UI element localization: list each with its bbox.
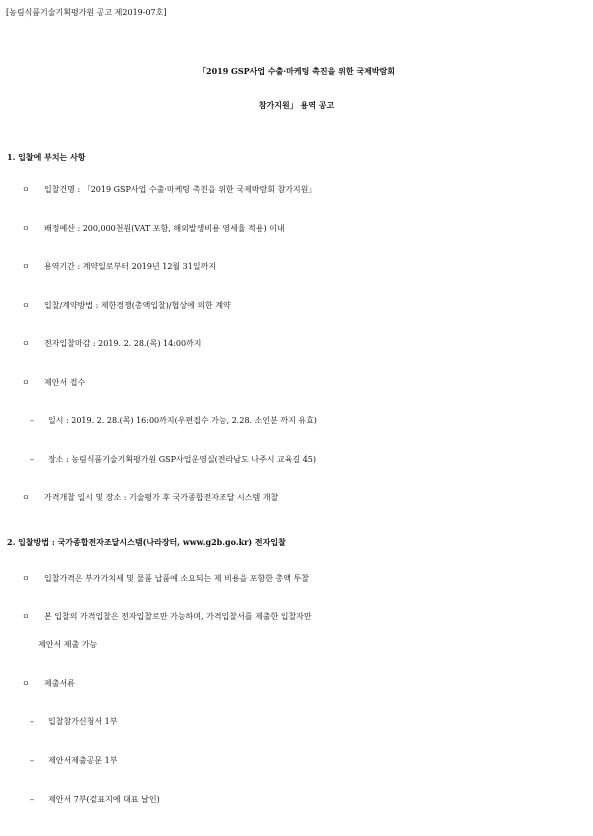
bullet-icon: ㅇ [22,679,30,688]
page-title-line-1: 「2019 GSP사업 수출·마케팅 촉진을 위한 국제박람회 [198,66,395,76]
list-item-budget [22,220,593,238]
list-item-period [22,258,593,276]
page-title-line-2: 참가지원」 용역 공고 [258,100,335,110]
bullet-icon: ㅇ [22,612,30,621]
list-item-text: 용역기간 : 계약일로부터 2019년 12월 31일까지 [44,262,217,271]
list-item-text: 배정예산 : 200,000천원(VAT 포함, 해외발생비용 영세율 적용) 이내 [44,224,285,233]
bullet-icon: ㅇ [22,574,30,583]
list-item-deadline [22,335,593,353]
list-item-text: 가격개찰 일시 및 장소 : 기술평가 후 국가종합전자조달 시스템 개찰 [44,493,279,502]
notice-number: [농림식품기술기획평가원 공고 제2019-07호] [6,8,167,17]
sub-item-text: 제안서제출공문 1부 [48,756,118,765]
list-item-text: 입찰건명 : 「2019 GSP사업 수출·마케팅 촉진을 위한 국제박람회 참가지원」 [44,185,317,194]
sub-item-doc-2 [30,752,593,770]
bullet-icon: ㅇ [22,224,30,233]
list-item-method [22,297,593,315]
bullet-icon: ㅇ [22,301,30,310]
list-item-text: 제안서 접수 [44,378,86,387]
sub-item-text: 장소 : 농림식품기술기획평가원 GSP사업운영실(전라남도 나주시 교육길 45) [48,455,317,464]
list-item-bid-name [22,181,593,199]
bullet-icon: ㅇ [22,339,30,348]
list-item-price [22,570,593,588]
list-item-text: 제출서류 [44,679,75,688]
bullet-icon: ㅇ [22,378,30,387]
list-item-opening [22,489,593,507]
list-item-text: 본 입찰의 가격입찰은 전자입찰로만 가능하며, 가격입찰서를 제출한 입찰자만 [44,612,312,621]
bullet-icon: ㅇ [22,493,30,502]
dash-icon: – [30,455,34,464]
sub-item-proposal-date [30,412,593,430]
list-item-electronic [22,608,593,626]
dash-icon: – [30,756,34,765]
sub-item-text: 일시 : 2019. 2. 28.(목) 16:00까지(우편접수 가능, 2.28. 소인분 까지 유효) [48,416,317,425]
dash-icon: – [30,795,34,804]
list-item-text: 전자입찰마감 : 2019. 2. 28.(목) 14:00까지 [44,339,202,348]
list-item-text: 입찰가격은 부가가치세 및 물품 납품에 소요되는 제 비용을 포함한 총액 투찰 [44,574,309,583]
sub-item-proposal-place [30,451,593,469]
dash-icon: – [30,416,34,425]
dash-icon: – [30,717,34,726]
list-item-text: 입찰/계약방법 : 제한경쟁(총액입찰)/협상에 의한 계약 [44,301,231,310]
bullet-icon: ㅇ [22,262,30,271]
section-2-title: 2. 입찰방법 : 국가종합전자조달시스템(나라장터, www.g2b.go.kr) 전자입찰 [7,537,286,547]
sub-item-doc-1 [30,713,593,731]
sub-item-doc-3 [30,791,593,809]
list-item-documents [22,675,593,693]
section-1-title: 1. 입찰에 부치는 사항 [7,152,86,162]
list-item-electronic-continued: 제안서 제출 가능 [38,640,98,649]
sub-item-text: 입찰참가신청서 1부 [48,717,118,726]
sub-item-text: 제안서 7부(겉표지에 대표 날인) [48,795,160,804]
bullet-icon: ㅇ [22,185,30,194]
list-item-proposal [22,374,593,392]
